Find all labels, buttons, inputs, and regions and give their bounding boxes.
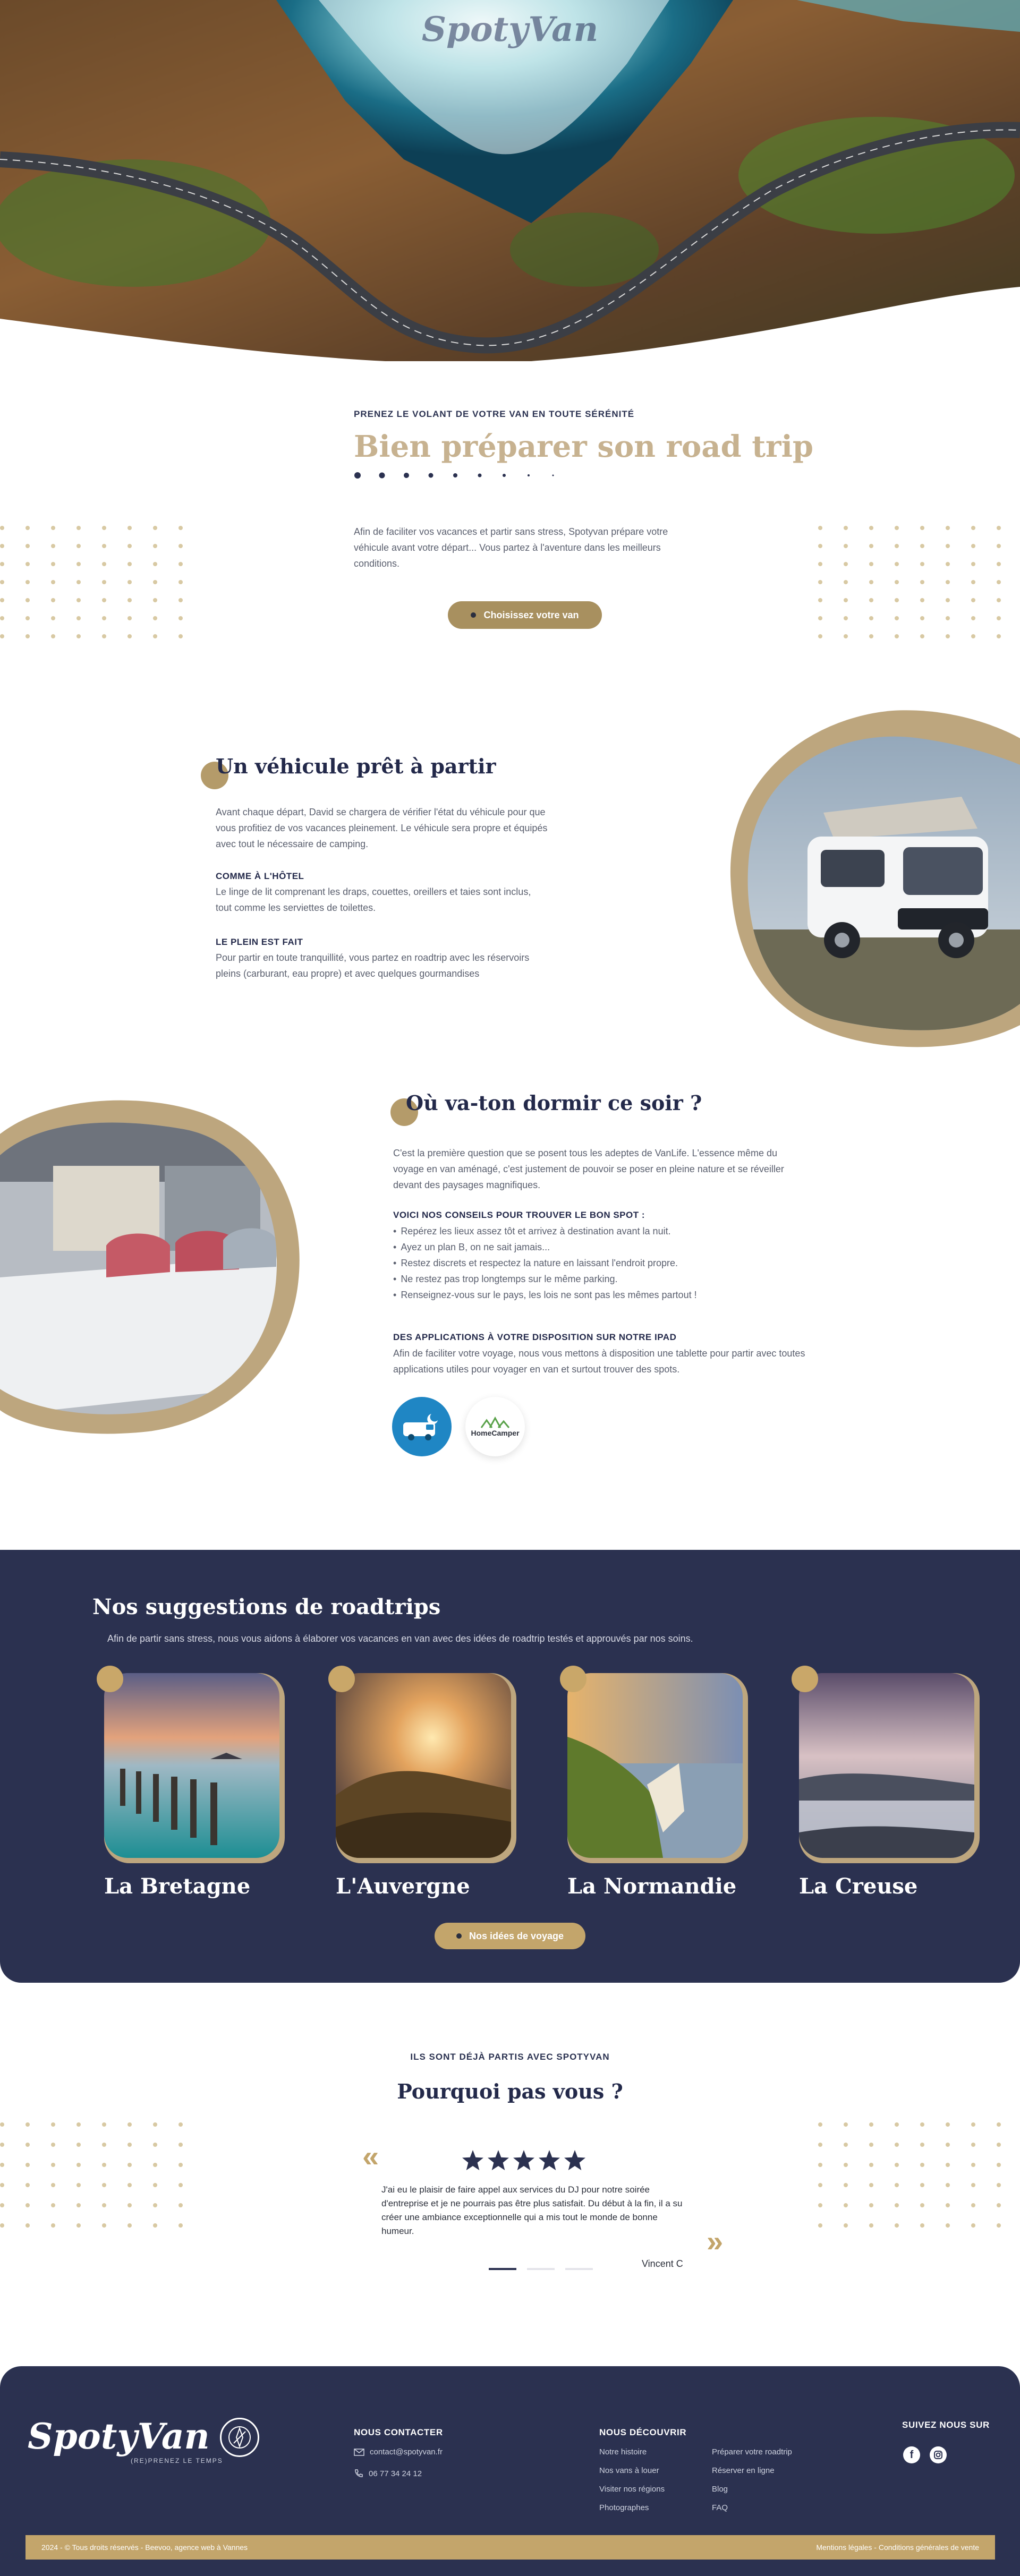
travel-ideas-label: Nos idées de voyage (469, 1930, 564, 1941)
mail-icon (354, 2449, 364, 2456)
phone-icon (354, 2469, 363, 2478)
facebook-icon[interactable]: f (903, 2446, 920, 2463)
vehicle-block-label: LE PLEIN EST FAIT (216, 937, 303, 947)
title-decoration-dots (354, 472, 566, 479)
star-icon (462, 2150, 483, 2170)
homecamper-app-icon[interactable] (465, 1397, 525, 1456)
van-photo (728, 706, 1020, 1052)
contact-email[interactable] (354, 2447, 443, 2456)
footer-link[interactable]: Réserver en ligne (712, 2466, 775, 2475)
quote-close-icon[interactable]: » (707, 2224, 724, 2258)
footer-tagline: (RE)PRENEZ LE TEMPS (131, 2457, 223, 2464)
travel-ideas-button[interactable] (435, 1923, 585, 1949)
bed-photo (0, 1086, 308, 1437)
legal-links[interactable]: Mentions légales - Conditions générales de vente (816, 2543, 979, 2552)
list-item: • Restez discrets et respectez la nature en laissant l'endroit propre. (393, 1258, 678, 1268)
button-bullet-icon (471, 612, 476, 618)
footer-link[interactable]: Visiter nos régions (599, 2485, 665, 2494)
sleep-title: Où va-ton dormir ce soir ? (406, 1091, 702, 1115)
tips-label: VOICI NOS CONSEILS POUR TROUVER LE BON SPOT : (393, 1210, 645, 1220)
auvergne-photo (336, 1673, 511, 1858)
testimonial-quote: J'ai eu le plaisir de faire appel aux services du DJ pour notre soirée d'entreprise et je ne pourrais pas être plus satisfait. Du début à la fin, il a su créer une ambiance exceptionnelle qui a mis tout le monde de bonne humeur. (381, 2185, 683, 2236)
hero-aerial-image (0, 0, 1020, 361)
apps-text: Afin de faciliter votre voyage, nous vous mettons à disposition une tablette pour partir avec toutes applications utiles pour voyager en van et surtout trouver des spots. (393, 1348, 805, 1375)
footer-links-col2 (712, 2447, 792, 2512)
email-text: contact@spotyvan.fr (370, 2447, 443, 2456)
list-item: • Repérez les lieux assez tôt et arrivez à destination avant la nuit. (393, 1226, 671, 1236)
decor-dots-right (818, 526, 1001, 638)
footer-link[interactable]: Photographes (599, 2503, 649, 2512)
prepare-eyebrow: PRENEZ LE VOLANT DE VOTRE VAN EN TOUTE SÉRÉNITÉ (354, 409, 635, 419)
choose-van-label: Choisissez votre van (483, 609, 579, 620)
star-icon (488, 2150, 509, 2170)
star-icon (539, 2150, 560, 2170)
footer-link[interactable]: FAQ (712, 2503, 728, 2512)
footer-link[interactable]: Nos vans à louer (599, 2466, 659, 2475)
contact-heading: NOUS CONTACTER (354, 2427, 443, 2437)
social-heading: SUIVEZ NOUS SUR (902, 2420, 990, 2430)
instagram-icon[interactable] (930, 2446, 947, 2463)
copyright-text[interactable]: 2024 - © Tous droits réservés - Beevoo, agence web à Vannes (41, 2543, 248, 2552)
discover-heading: NOUS DÉCOUVRIR (599, 2427, 687, 2437)
slider-dot[interactable] (565, 2268, 593, 2270)
slider-dot-active[interactable] (489, 2268, 516, 2270)
vehicle-block-text: Pour partir en toute tranquillité, vous partez en roadtrip avec les réservoirs pleins (carburant, eau propre) et avec quelques gourmandises (216, 952, 530, 979)
footer-links-col1 (599, 2447, 665, 2512)
star-icon (564, 2150, 585, 2170)
apps-label: DES APPLICATIONS À VOTRE DISPOSITION SUR NOTRE IPAD (393, 1332, 677, 1342)
footer-link[interactable]: Blog (712, 2485, 728, 2494)
prepare-title: Bien préparer son road trip (354, 429, 813, 464)
decor-dots-left (0, 2122, 183, 2228)
rating-stars (461, 2149, 589, 2173)
card-title: La Normandie (567, 1874, 737, 1899)
tips-list (393, 1223, 818, 1303)
footer-link[interactable]: Préparer votre roadtrip (712, 2447, 792, 2456)
creuse-photo (799, 1673, 974, 1858)
slider-pagination (489, 2268, 593, 2270)
footer-bottom-bar (26, 2535, 995, 2560)
vehicle-block-text: Le linge de lit comprenant les draps, couettes, oreillers et taies sont inclus, tout comme les serviettes de toilettes. (216, 886, 531, 913)
footer-link[interactable]: Notre histoire (599, 2447, 647, 2456)
testimonials-eyebrow: ILS SONT DÉJÀ PARTIS AVEC SPOTYVAN (410, 2052, 610, 2062)
card-title: La Creuse (799, 1874, 918, 1899)
slider-dot[interactable] (527, 2268, 555, 2270)
button-bullet-icon (456, 1933, 462, 1939)
sleep-intro: C'est la première question que se posent tous les adeptes de VanLife. L'essence même du voyage en van aménagé, c'est justement de pouvoir se poser en pleine nature et se réveiller devant des paysages magnifiques. (393, 1148, 784, 1190)
list-item: • Ne restez pas trop longtemps sur le même parking. (393, 1274, 618, 1284)
contact-phone[interactable] (354, 2469, 422, 2478)
hero-logo[interactable]: SpotyVan (421, 10, 599, 49)
testimonials-title: Pourquoi pas vous ? (397, 2079, 623, 2103)
card-title: L'Auvergne (336, 1874, 470, 1899)
suggestions-subtitle: Afin de partir sans stress, nous vous aidons à élaborer vos vacances en van avec des idées de roadtrip testés et approuvés par nos soins. (107, 1633, 693, 1644)
normandie-photo (567, 1673, 743, 1858)
vehicle-title: Un véhicule prêt à partir (216, 754, 496, 778)
bretagne-photo (104, 1673, 279, 1858)
footer-logo[interactable]: SpotyVan (28, 2416, 210, 2457)
vehicle-intro: Avant chaque départ, David se chargera de vérifier l'état du véhicule pour que vous profitiez de vos vacances pleinement. Le véhicule sera propre et équipés avec tout le nécessaire de camping. (216, 807, 548, 849)
park4night-app-icon[interactable] (392, 1397, 452, 1456)
vehicle-block-label: COMME À L'HÔTEL (216, 871, 304, 881)
suggestions-title: Nos suggestions de roadtrips (92, 1594, 441, 1619)
quote-open-icon: « (362, 2139, 379, 2173)
star-icon (513, 2150, 534, 2170)
choose-van-button[interactable] (448, 601, 602, 629)
list-item: • Ayez un plan B, on ne sait jamais... (393, 1242, 550, 1252)
decor-dots-right (818, 2122, 1001, 2228)
decor-dots-left (0, 526, 183, 638)
hero-banner (0, 0, 1020, 361)
list-item: • Renseignez-vous sur le pays, les lois ne sont pas les mêmes partout ! (393, 1290, 697, 1300)
compass-icon (220, 2418, 259, 2457)
homecamper-label: HomeCamper (471, 1429, 520, 1437)
testimonial-author: Vincent C (642, 2258, 683, 2269)
phone-text: 06 77 34 24 12 (369, 2469, 422, 2478)
prepare-text: Afin de faciliter vos vacances et partir sans stress, Spotyvan prépare votre véhicule avant votre départ... Vous partez à l'aventure dans les meilleurs conditions. (354, 526, 668, 569)
card-title: La Bretagne (104, 1874, 251, 1899)
